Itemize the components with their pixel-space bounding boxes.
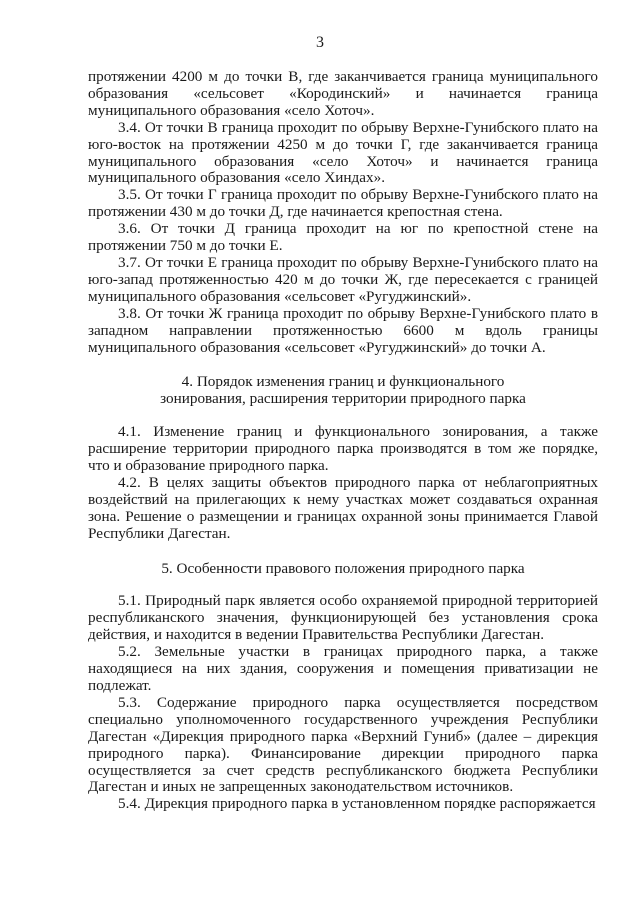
paragraph-4-1: 4.1. Изменение границ и функционального зонирования, а также расширение территории природного парка производятся в том же порядке, что и образование природного парка. [88, 423, 598, 475]
section-5-heading: 5. Особенности правового положения природного парка [161, 559, 525, 577]
paragraph-5-2: 5.2. Земельные участки в границах природного парка, а также находящиеся на них здания, сооружения и помещения приватизации не подлежат. [88, 643, 598, 694]
section-4-heading [88, 374, 598, 408]
paragraph-3-4: 3.4. От точки В граница проходит по обрыву Верхне-Гунибского плато на юго-восток на протяжении 4250 м до точки Г, где заканчивается граница муниципального образования «село Хоточ» и начинается граница муниципального образования «село Хиндах». [88, 118, 598, 187]
paragraph-4-2: 4.2. В целях защиты объектов природного парка от неблагоприятных воздействий на прилегающих к нему участках может создаваться охранная зона. Решение о размещении и границах охранной зоны принимается Главой Республики Дагестан. [88, 473, 598, 542]
paragraph-3-5: 3.5. От точки Г граница проходит по обрыву Верхне-Гунибского плато на протяжении 430 м до точки Д, где начинается крепостная стена. [88, 186, 598, 221]
document-body [88, 69, 598, 813]
paragraph-continuation: протяжении 4200 м до точки В, где заканчивается граница муниципального образования «сельсовет «Кородинский» и начинается граница муниципального образования «село Хоточ». [88, 68, 598, 119]
paragraph-3-8: 3.8. От точки Ж граница проходит по обрыву Верхне-Гунибского плато в западном направлении протяженностью 6600 м вдоль границы муниципального образования «сельсовет «Ругуджинский» до точки А. [88, 304, 598, 356]
section-4-heading-line-1: 4. Порядок изменения границ и функционального [181, 373, 505, 391]
paragraph-3-6: 3.6. От точки Д граница проходит на юг по крепостной стене на протяжении 750 м до точки Е. [88, 220, 598, 255]
paragraph-5-1: 5.1. Природный парк является особо охраняемой природной территорией республиканского значения, функционирующей без установления срока действия, и находится в ведении Правительства Республики Дагестан. [88, 592, 598, 644]
paragraph-5-4: 5.4. Дирекция природного парка в установленном порядке распоряжается [118, 795, 596, 813]
paragraph-5-3: 5.3. Содержание природного парка осуществляется посредством специально уполномоченного государственного учреждения Республики Дагестан «Дирекция природного парка «Верхний Гуниб» (далее – дирекция природного парка). Финансирование дирекции природного парка осуществляется за счет средств республиканского бюджета Республики Дагестан и иных не запрещенных законодательством источников. [88, 693, 598, 796]
page-number: 3 [316, 34, 324, 51]
section-4-heading-line-2: зонирования, расширения территории природного парка [160, 390, 526, 408]
paragraph-3-7: 3.7. От точки Е граница проходит по обрыву Верхне-Гунибского плато на юго-запад протяженностью 420 м до точки Ж, где пересекается с границей муниципального образования «сельсовет «Ругуджинский». [88, 253, 598, 305]
